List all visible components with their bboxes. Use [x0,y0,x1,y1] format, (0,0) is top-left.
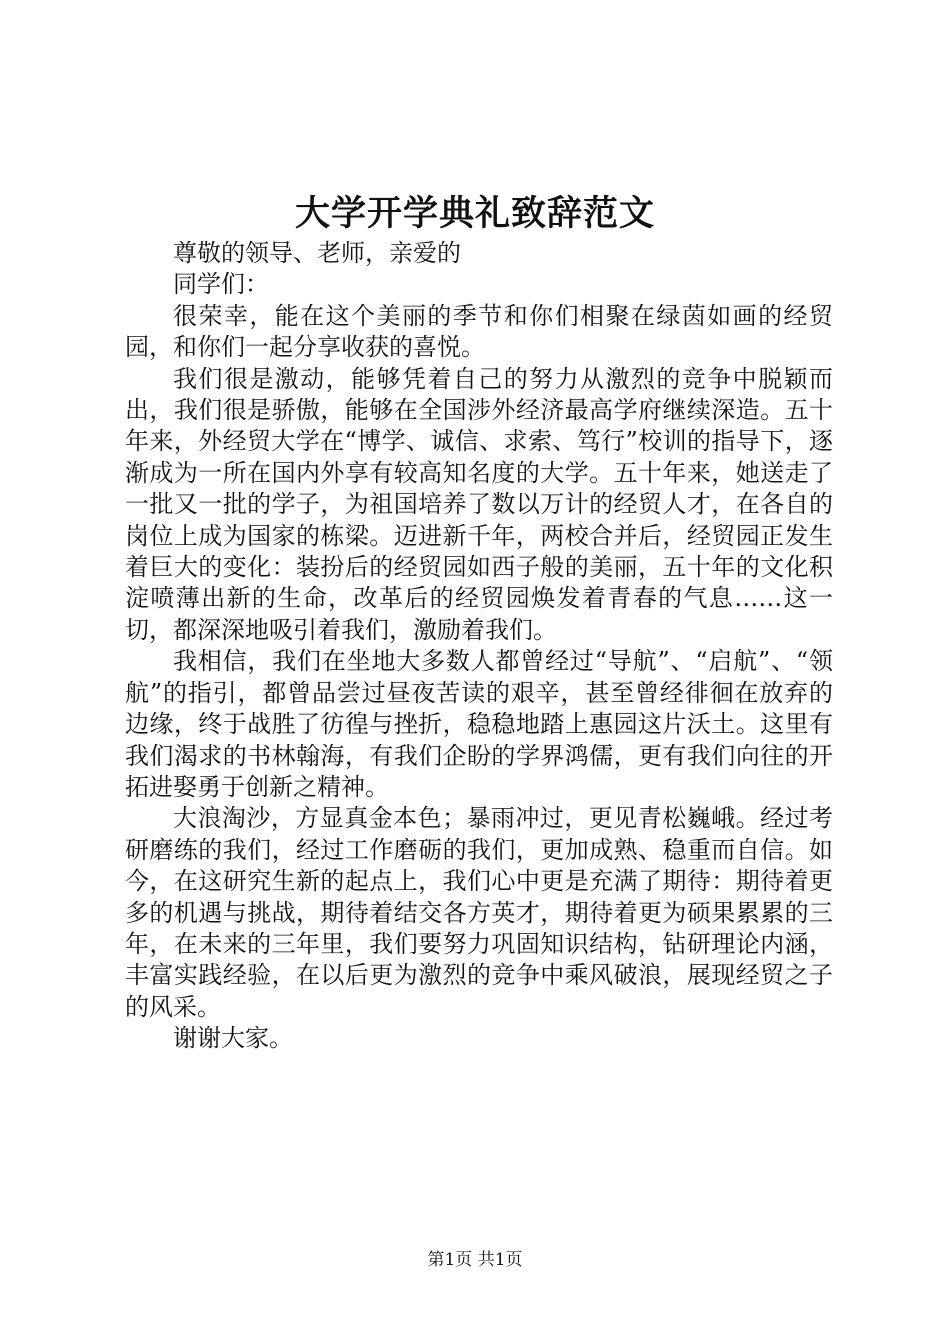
closing-line: 谢谢大家。 [173,1024,293,1053]
paragraph: 很荣幸，能在这个美丽的季节和你们相聚在绿茵如画的经贸园，和你们一起分享收获的喜悦。 [125,301,833,362]
document-title: 大学开学典礼致辞范文 [294,193,655,234]
salutation-line-2: 同学们： [173,270,269,299]
paragraph: 我相信，我们在坐地大多数人都曾经过“导航”、“启航”、“领航”的指引，都曾品尝过昼夜苦读的艰辛，甚至曾经徘徊在放弃的边缘，终于战胜了彷徨与挫折，稳稳地踏上惠园这片沃土。这里有我们渴求的书林翰海，有我们企盼的学界鸿儒，更有我们向往的开拓进娶勇于创新之精神。 [125,647,833,801]
page-footer: 第1页 共1页 [427,1250,523,1270]
paragraph: 大浪淘沙，方显真金本色；暴雨冲过，更见青松巍峨。经过考研磨练的我们，经过工作磨砺的我们，更加成熟、稳重而自信。如今，在这研究生新的起点上，我们心中更是充满了期待：期待着更多的机遇与挑战，期待着结交各方英才，期待着更为硕果累累的三年，在未来的三年里，我们要努力巩固知识结构，钻研理论内涵，丰富实践经验，在以后更为激烈的竞争中乘风破浪，展现经贸之子的风采。 [125,804,833,1021]
paragraph: 我们很是激动，能够凭着自己的努力从激烈的竞争中脱颖而出，我们很是骄傲，能够在全国涉外经济最高学府继续深造。五十年来，外经贸大学在“博学、诚信、求索、笃行”校训的指导下，逐渐成为一所在国内外享有较高知名度的大学。五十年来，她送走了一批又一批的学子，为祖国培养了数以万计的经贸人才，在各自的岗位上成为国家的栋梁。迈进新千年，两校合并后，经贸园正发生着巨大的变化：装扮后的经贸园如西子般的美丽，五十年的文化积淀喷薄出新的生命，改革后的经贸园焕发着青春的气息……这一切，都深深地吸引着我们，激励着我们。 [125,364,833,644]
salutation-line-1: 尊敬的领导、老师，亲爱的 [173,239,461,267]
document-body [125,238,833,1055]
